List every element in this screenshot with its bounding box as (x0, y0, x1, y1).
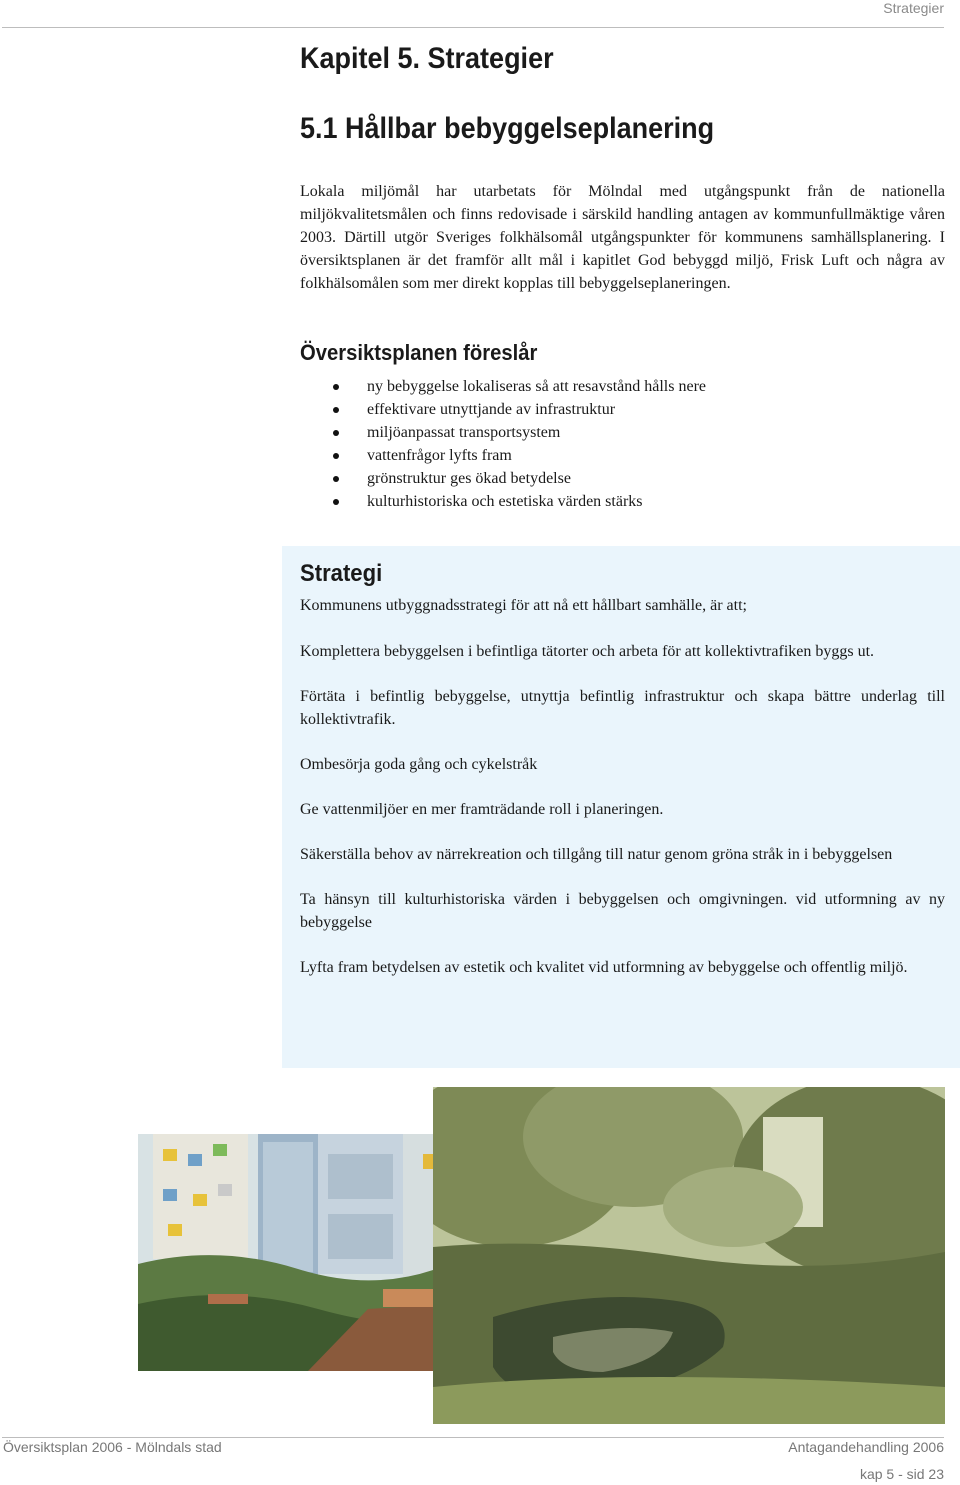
strategy-item: Lyfta fram betydelsen av estetik och kvalitet vid utformning av bebyggelse och offentlig miljö. (300, 959, 908, 976)
list-item: effektivare utnyttjande av infrastruktur (300, 398, 940, 421)
list-item: vattenfrågor lyfts fram (300, 444, 940, 467)
strategy-list (300, 640, 945, 1001)
strategy-intro: Kommunens utbyggnadsstrategi för att nå ett hållbart samhälle, är att; (300, 597, 747, 614)
strategy-item: Ta hänsyn till kulturhistoriska värden i bebyggelsen och omgivningen. vid utformning av ny bebyggelse (300, 891, 945, 931)
chapter-title: Kapitel 5. Strategier (300, 42, 554, 75)
list-item: kulturhistoriska och estetiska värden stärks (300, 490, 940, 513)
strategy-item: Ge vattenmiljöer en mer framträdande roll i planeringen. (300, 801, 664, 818)
bullet-icon (333, 384, 339, 390)
creek-photo (433, 1087, 945, 1424)
bullet-icon (333, 499, 339, 505)
strategy-heading: Strategi (300, 560, 383, 587)
footer-status: Antagandehandling 2006 (788, 1439, 944, 1455)
strategy-item: Förtäta i befintlig bebyggelse, utnyttja befintlig infrastruktur och skapa bättre underlag till kollektivtrafik. (300, 688, 945, 728)
proposal-heading: Översiktsplanen föreslår (300, 340, 538, 365)
bullet-icon (333, 476, 339, 482)
building-courtyard-photo (138, 1134, 449, 1371)
footer-publication: Översiktsplan 2006 - Mölndals stad (3, 1439, 222, 1455)
running-header: Strategier (883, 0, 944, 16)
bullet-icon (333, 430, 339, 436)
section-title: 5.1 Hållbar bebyggelseplanering (300, 112, 715, 145)
list-item: ny bebyggelse lokaliseras så att resavstånd hålls nere (300, 375, 940, 398)
strategy-item: Komplettera bebyggelsen i befintliga tätorter och arbeta för att kollektivtrafiken byggs ut. (300, 643, 875, 660)
proposal-list (300, 375, 940, 513)
intro-paragraph: Lokala miljömål har utarbetats för Mölndal med utgångspunkt från de nationella miljökvalitetsmålen och finns redovisade i särskild handling antagen av kommunfullmäktige våren 2003. Därtill utgör Sveriges folkhälsomål utgångspunkter för kommunens samhällsplanering. I översiktsplanen är det framför allt mål i kapitlet God bebyggd miljö, Frisk Luft och några av folkhälsomålen som mer direkt kopplas till bebyggelseplaneringen. (300, 183, 945, 292)
bullet-icon (333, 453, 339, 459)
footer-divider (2, 1437, 944, 1438)
strategy-item: Ombesörja goda gång och cykelstråk (300, 756, 538, 773)
header-divider (2, 27, 944, 28)
list-item: grönstruktur ges ökad betydelse (300, 467, 940, 490)
strategy-item: Säkerställa behov av närrekreation och tillgång till natur genom gröna stråk in i bebyggelsen (300, 846, 893, 863)
page-number: kap 5 - sid 23 (859, 1466, 944, 1482)
bullet-icon (333, 407, 339, 413)
list-item: miljöanpassat transportsystem (300, 421, 940, 444)
